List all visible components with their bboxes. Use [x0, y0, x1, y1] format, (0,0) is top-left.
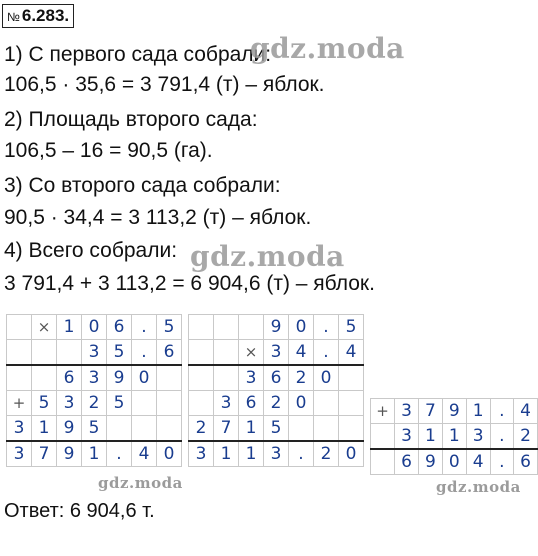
step-1-heading: 1) С первого сада собрали:: [4, 43, 272, 66]
grid-cell: 3: [214, 391, 239, 416]
grid-cell: 3: [82, 365, 107, 391]
step-3-heading: 3) Со второго сада собрали:: [4, 174, 281, 197]
grid-cell: .: [289, 441, 314, 467]
grid-cell: 3: [7, 441, 32, 467]
grid-cell: ×: [32, 315, 57, 340]
grid-cell: 1: [418, 424, 442, 450]
grid-cell: .: [490, 424, 513, 450]
grid-cell: 5: [157, 315, 182, 340]
grid-cell: 3: [264, 340, 289, 366]
watermark: gdz.moda: [250, 32, 405, 65]
grid-cell: 0: [339, 441, 364, 467]
grid-cell: 1: [239, 441, 264, 467]
grid-row: [371, 449, 538, 475]
grid-cell: 9: [442, 399, 466, 424]
grid-row: [7, 416, 182, 442]
grid-cell: 5: [107, 391, 132, 416]
step-1-calculation: 106,5 · 35,6 = 3 791,4 (т) – яблок.: [4, 73, 325, 96]
grid-cell: [7, 340, 32, 366]
grid-cell: [371, 449, 395, 475]
grid-cell: [7, 315, 32, 340]
grid-cell: .: [490, 449, 513, 475]
grid-cell: 0: [442, 449, 466, 475]
grid-cell: 7: [418, 399, 442, 424]
grid-cell: 6: [107, 315, 132, 340]
grid-row: [7, 340, 182, 366]
grid-cell: 5: [339, 315, 364, 340]
grid-cell: 1: [239, 416, 264, 442]
grid-cell: 1: [57, 315, 82, 340]
grid-cell: 1: [442, 424, 466, 450]
grid-cell: 0: [289, 391, 314, 416]
grid-cell: [157, 391, 182, 416]
grid-row: [189, 391, 364, 416]
grid-cell: [214, 315, 239, 340]
grid-cell: [314, 391, 339, 416]
grid-cell: 4: [514, 399, 538, 424]
grid-cell: 6: [395, 449, 419, 475]
grid-cell: 2: [264, 391, 289, 416]
grid-cell: 0: [132, 365, 157, 391]
grid-cell: [189, 315, 214, 340]
grid-row: [189, 315, 364, 340]
grid-cell: 0: [289, 315, 314, 340]
grid-cell: 1: [214, 441, 239, 467]
step-2-heading: 2) Площадь второго сада:: [4, 108, 258, 131]
grid-cell: 2: [314, 441, 339, 467]
grid-cell: 3: [466, 424, 490, 450]
grid-cell: +: [371, 399, 395, 424]
grid-row: [189, 365, 364, 391]
grid-cell: [314, 416, 339, 442]
grid-cell: 9: [264, 315, 289, 340]
grid-cell: 5: [264, 416, 289, 442]
grid-cell: 7: [32, 441, 57, 467]
grid-cell: .: [107, 441, 132, 467]
grid-cell: 2: [82, 391, 107, 416]
grid-cell: 3: [57, 391, 82, 416]
multiplication-grid-1: [6, 314, 182, 467]
grid-cell: 0: [157, 441, 182, 467]
grid-cell: 6: [239, 391, 264, 416]
step-2-calculation: 106,5 – 16 = 90,5 (га).: [4, 139, 213, 162]
grid-cell: [107, 416, 132, 442]
grid-cell: [371, 424, 395, 450]
grid-row: [7, 391, 182, 416]
grid-row: [189, 416, 364, 442]
grid-cell: 9: [57, 416, 82, 442]
problem-number: 6.283.: [21, 6, 70, 25]
grid-cell: 5: [107, 340, 132, 366]
grid-cell: [189, 391, 214, 416]
grid-cell: [289, 416, 314, 442]
grid-row: [7, 441, 182, 467]
grid-cell: 6: [157, 340, 182, 366]
grid-cell: [57, 340, 82, 366]
grid-cell: 4: [289, 340, 314, 366]
grid-cell: 1: [82, 441, 107, 467]
grid-cell: 1: [466, 399, 490, 424]
watermark: gdz.moda: [436, 478, 521, 496]
watermark: gdz.moda: [190, 240, 345, 273]
grid-cell: .: [314, 315, 339, 340]
grid-cell: ×: [239, 340, 264, 366]
grid-cell: 3: [395, 424, 419, 450]
grid-cell: [214, 340, 239, 366]
grid-cell: 2: [289, 365, 314, 391]
grid-cell: 4: [466, 449, 490, 475]
number-sign: №: [7, 10, 20, 24]
grid-cell: 2: [189, 416, 214, 442]
grid-cell: 2: [514, 424, 538, 450]
grid-cell: 3: [395, 399, 419, 424]
grid-row: [371, 399, 538, 424]
grid-cell: 3: [264, 441, 289, 467]
grid-cell: 3: [82, 340, 107, 366]
grid-cell: [7, 365, 32, 391]
grid-cell: +: [7, 391, 32, 416]
grid-cell: 7: [214, 416, 239, 442]
answer: Ответ: 6 904,6 т.: [4, 500, 155, 522]
grid-cell: [32, 340, 57, 366]
grid-cell: [32, 365, 57, 391]
grid-cell: [157, 365, 182, 391]
grid-row: [7, 365, 182, 391]
grid-cell: [339, 416, 364, 442]
grid-cell: 9: [107, 365, 132, 391]
grid-cell: [189, 365, 214, 391]
step-4-calculation: 3 791,4 + 3 113,2 = 6 904,6 (т) – яблок.: [4, 272, 375, 295]
grid-cell: 1: [32, 416, 57, 442]
grid-cell: 9: [57, 441, 82, 467]
grid-cell: 0: [314, 365, 339, 391]
grid-cell: .: [490, 399, 513, 424]
grid-cell: 3: [239, 365, 264, 391]
grid-cell: [339, 391, 364, 416]
grid-cell: [132, 416, 157, 442]
multiplication-grid-2: [188, 314, 364, 467]
grid-cell: 0: [82, 315, 107, 340]
addition-grid: [370, 398, 538, 475]
grid-cell: 5: [82, 416, 107, 442]
grid-cell: 6: [514, 449, 538, 475]
grid-cell: 9: [418, 449, 442, 475]
grid-cell: [239, 315, 264, 340]
grid-cell: 4: [339, 340, 364, 366]
step-4-heading: 4) Всего собрали:: [4, 239, 178, 262]
grid-cell: 6: [264, 365, 289, 391]
grid-cell: 6: [57, 365, 82, 391]
problem-number-badge: [2, 4, 74, 28]
grid-cell: 4: [132, 441, 157, 467]
grid-row: [371, 424, 538, 450]
grid-cell: 3: [189, 441, 214, 467]
grid-cell: [214, 365, 239, 391]
grid-cell: [157, 416, 182, 442]
grid-row: [189, 340, 364, 366]
grid-cell: .: [314, 340, 339, 366]
watermark: gdz.moda: [98, 474, 183, 492]
grid-cell: .: [132, 315, 157, 340]
grid-row: [7, 315, 182, 340]
grid-cell: .: [132, 340, 157, 366]
grid-cell: [189, 340, 214, 366]
grid-cell: 5: [32, 391, 57, 416]
grid-cell: 3: [7, 416, 32, 442]
grid-cell: [132, 391, 157, 416]
step-3-calculation: 90,5 · 34,4 = 3 113,2 (т) – яблок.: [4, 206, 312, 229]
grid-cell: [339, 365, 364, 391]
grid-row: [189, 441, 364, 467]
